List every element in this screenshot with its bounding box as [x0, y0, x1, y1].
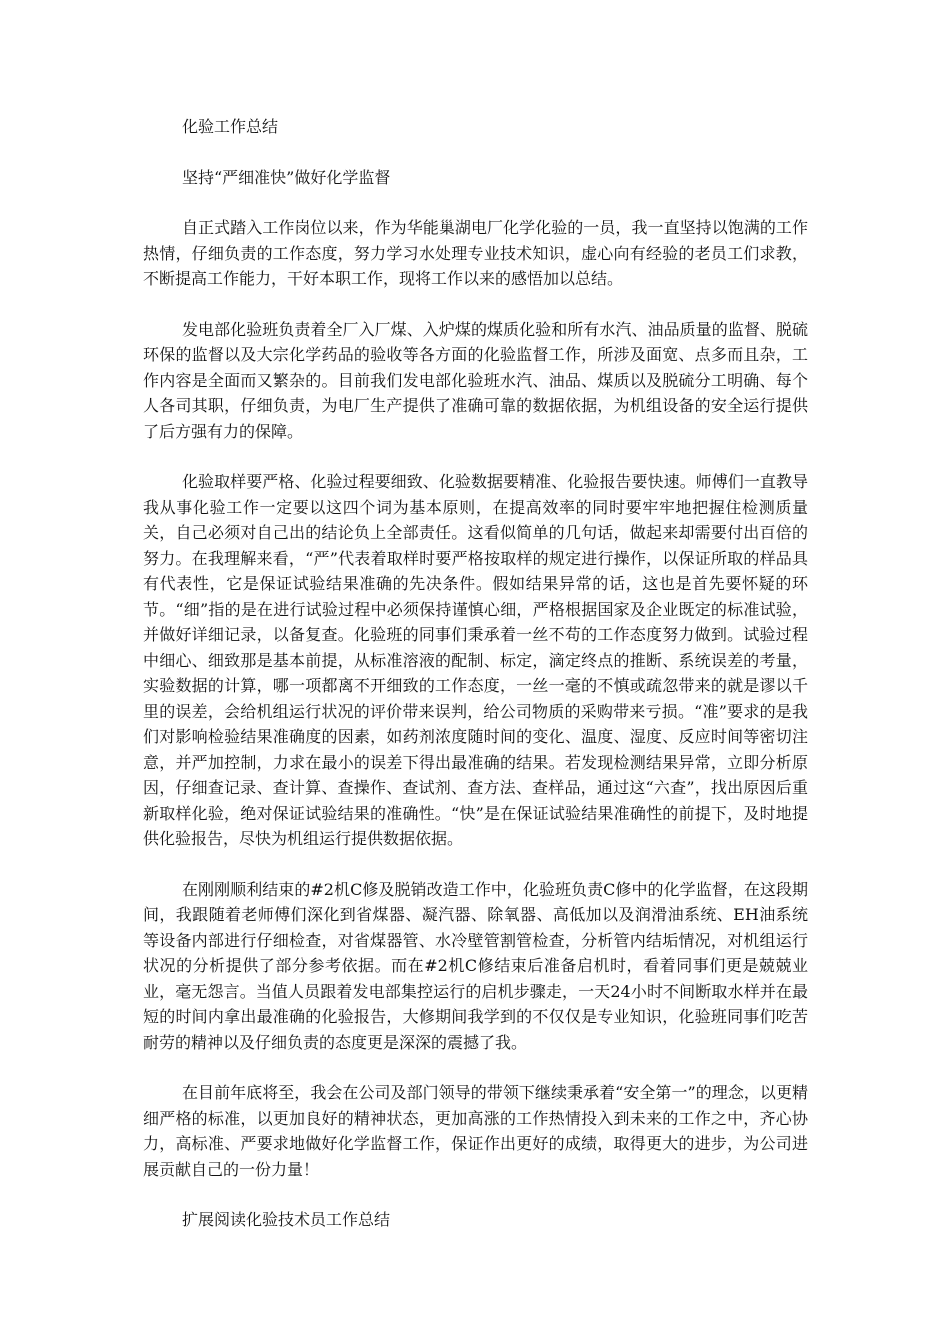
document-title: 化验工作总结: [182, 117, 279, 136]
paragraph-outlook: 在目前年底将至，我会在公司及部门领导的带领下继续秉承着“安全第一”的理念，以更精细严格的标准，以更加良好的精神状态，更加高涨的工作热情投入到未来的工作之中，齐心协力，高标准、严要求地做好化学监督工作，保证作出更好的成绩，取得更大的进步，为公司进展贡献自己的一份力量！: [143, 1083, 808, 1179]
paragraph-overhaul: 在刚刚顺利结束的#2机C修及脱销改造工作中，化验班负责C修中的化学监督，在这段期间，我跟随着老师傅们深化到省煤器、凝汽器、除氧器、高低加以及润滑油系统、EH油系统等设备内部进行仔细检查，对省煤器管、水冷壁管割管检查，分析管内结垢情况，对机组运行状况的分析提供了部分参考依据。而在#2机C修结束后准备启机时，看着同事们更是兢兢业业，毫无怨言。当值人员跟着发电部集控运行的启机步骤走，一天24小时不间断取水样并在最短的时间内拿出最准确的化验报告，大修期间我学到的不仅仅是专业知识，化验班同事们吃苦耐劳的精神以及仔细负责的态度更是深深的震撼了我。: [143, 879, 808, 1052]
paragraph-principles: 化验取样要严格、化验过程要细致、化验数据要精准、化验报告要快速。师傅们一直教导我从事化验工作一定要以这四个词为基本原则，在提高效率的同时要牢牢地把握住检测质量关，自己必须对自己出的结论负上全部责任。这看似简单的几句话，做起来却需要付出百倍的努力。在我理解来看，“严”代表着取样时要严格按取样的规定进行操作，以保证所取的样品具有代表性，它是保证试验结果准确的先决条件。假如结果异常的话，这也是首先要怀疑的环节。“细”指的是在进行试验过程中必须保持谨慎心细，严格根据国家及企业既定的标准试验，并做好详细记录，以备复查。化验班的同事们秉承着一丝不苟的工作态度努力做到。试验过程中细心、细致那是基本前提，从标准溶液的配制、标定，滴定终点的推断、系统误差的考量，实验数据的计算，哪一项都离不开细致的工作态度，一丝一毫的不慎或疏忽带来的就是谬以千里的误差，会给机组运行状况的评价带来误判，给公司物质的采购带来亏损。“准”要求的是我们对影响检验结果准确度的因素，如药剂浓度随时间的变化、温度、湿度、反应时间等密切注意，并严加控制，力求在最小的误差下得出最准确的结果。若发现检测结果异常，立即分析原因，仔细查记录、查计算、查操作、查试剂、查方法、查样品，通过这“六查”，找出原因后重新取样化验，绝对保证试验结果的准确性。“快”是在保证试验结果准确性的前提下，及时地提供化验报告，尽快为机组运行提供数据依据。: [143, 472, 808, 848]
paragraph-responsibilities: 发电部化验班负责着全厂入厂煤、入炉煤的煤质化验和所有水汽、油品质量的监督、脱硫环保的监督以及大宗化学药品的验收等各方面的化验监督工作，所涉及面宽、点多而且杂，工作内容是全面而又繁杂的。目前我们发电部化验班水汽、油品、煤质以及脱硫分工明确、每个人各司其职，仔细负责，为电厂生产提供了准确可靠的数据依据，为机组设备的安全运行提供了后方强有力的保障。: [143, 319, 808, 441]
document-page: [143, 114, 808, 1258]
extended-reading-title: 扩展阅读化验技术员工作总结: [182, 1210, 391, 1229]
document-subtitle: 坚持“严细准快”做好化学监督: [182, 167, 391, 187]
paragraph-intro: 自正式踏入工作岗位以来，作为华能巢湖电厂化学化验的一员，我一直坚持以饱满的工作热情，仔细负责的工作态度，努力学习水处理专业技术知识，虚心向有经验的老员工们求教，不断提高工作能力，干好本职工作，现将工作以来的感悟加以总结。: [143, 218, 808, 288]
